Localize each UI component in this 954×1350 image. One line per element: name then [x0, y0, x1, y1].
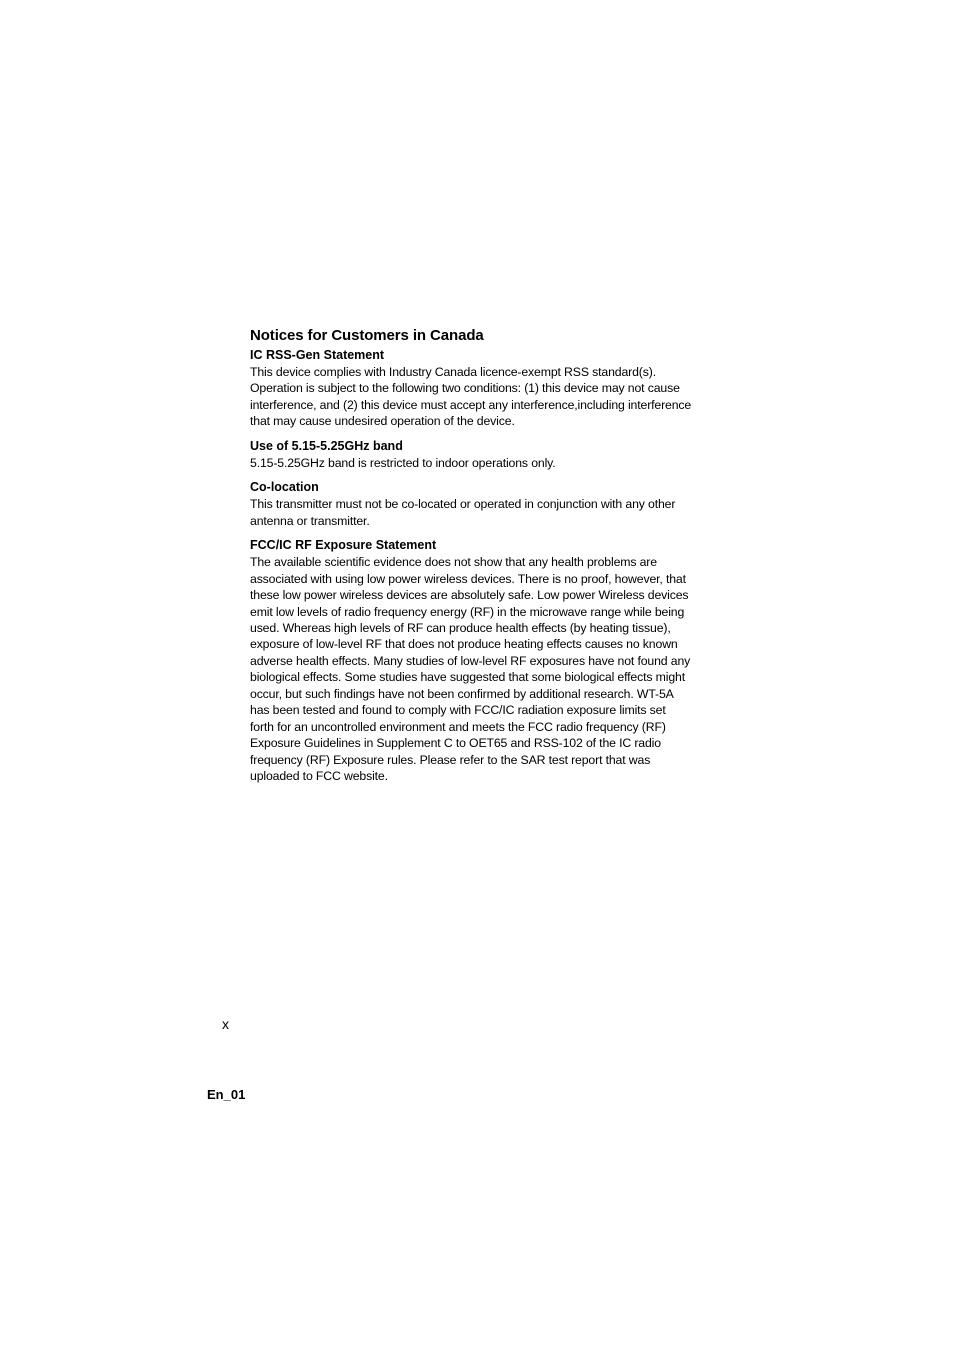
section-co-location	[250, 479, 692, 529]
page-id: En_01	[207, 1087, 246, 1102]
page-title: Notices for Customers in Canada	[250, 327, 484, 344]
section-rf-exposure	[250, 537, 692, 784]
document-content	[250, 326, 692, 785]
section-heading: Co-location	[250, 480, 319, 495]
section-ic-rss-gen	[250, 347, 692, 430]
section-body: 5.15-5.25GHz band is restricted to indoor operations only.	[250, 455, 556, 470]
section-body: The available scientific evidence does not show that any health problems are associated with using low power wireless devices. There is no proof, however, that these low power wireless devices are absolutely safe. Low power Wireless devices emit low levels of radio frequency energy (RF) in the microwave range while being used. Whereas high levels of RF can produce health effects (by heating tissue), exposure of low-level RF that does not produce heating effects causes no known adverse health effects. Many studies of low-level RF exposures have not found any biological effects. Some studies have suggested that some biological effects might occur, but such findings have not been confirmed by additional research. WT-5A has been tested and found to comply with FCC/IC radiation exposure limits set forth for an uncontrolled environment and meets the FCC radio frequency (RF) Exposure Guidelines in Supplement C to OET65 and RSS-102 of the IC radio frequency (RF) Exposure rules. Please refer to the SAR test report that was uploaded to FCC website.	[250, 555, 691, 784]
section-heading: FCC/IC RF Exposure Statement	[250, 538, 437, 553]
section-body: This transmitter must not be co-located or operated in conjunction with any other antenna or transmitter.	[250, 497, 676, 528]
page-number: x	[222, 1016, 229, 1032]
section-body: This device complies with Industry Canada licence-exempt RSS standard(s). Operation is subject to the following two conditions: (1) this device may not cause interference, and (2) this device must accept any interference,including interference that may cause undesired operation of the device.	[250, 365, 692, 429]
section-band-use	[250, 438, 692, 471]
section-heading: Use of 5.15-5.25GHz band	[250, 438, 403, 453]
section-heading: IC RSS-Gen Statement	[250, 348, 385, 362]
